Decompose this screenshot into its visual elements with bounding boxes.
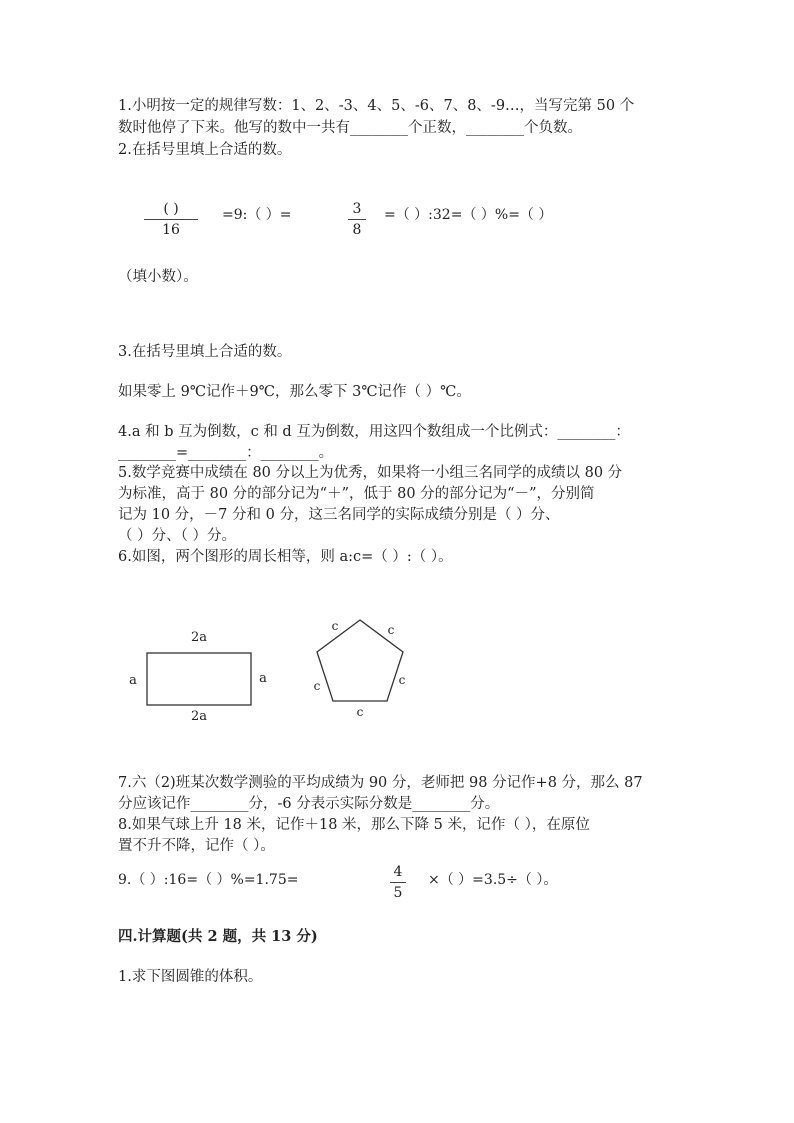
q9-fraction-bar [390, 882, 406, 883]
q7-line1: 7.六（2)班某次数学测验的平均成绩为 90 分，老师把 98 分记作+8 分，那么 87 [118, 775, 643, 791]
q5-line4: （ ）分、（ ）分。 [118, 528, 236, 544]
rectangle-shape [147, 653, 251, 705]
q9-fraction-numerator: 4 [393, 864, 403, 880]
q3-text: 如果零上 9℃记作＋9℃，那么零下 3℃记作（ ）℃。 [118, 384, 471, 400]
q4-line2: ________=________：________。 [118, 445, 334, 461]
q2-expression-part1: =9:（ ）= [222, 207, 292, 223]
q3-title: 3.在括号里填上合适的数。 [118, 344, 292, 360]
rect-label-right: a [259, 671, 267, 686]
section-4-title: 四.计算题(共 2 题，共 13 分) [118, 928, 318, 945]
q8-line1: 8.如果气球上升 18 米，记作＋18 米，那么下降 5 米，记作（ ），在原位 [118, 817, 590, 833]
q2-fraction-1-bar [144, 219, 198, 220]
pent-label-left: c [313, 679, 321, 693]
q2-fraction-2-denominator: 8 [352, 222, 362, 238]
pent-label-top-left: c [331, 619, 339, 633]
rect-label-left: a [129, 673, 137, 688]
q2-fraction-2 [348, 200, 366, 239]
q8-line2: 置不升不降，记作（ ）。 [118, 838, 275, 854]
q2-fraction-1 [144, 200, 198, 239]
q1-line2: 数时他停了下来。他写的数中一共有________个正数，________个负数。 [118, 120, 582, 136]
q1-line1: 1.小明按一定的规律写数：1、2、-3、4、5、-6、7、8、-9…，当写完第 50 个 [118, 98, 635, 114]
q4-line1: 4.a 和 b 互为倒数，c 和 d 互为倒数，用这四个数组成一个比例式：________： [118, 424, 630, 440]
q2-fraction-1-numerator: ( ) [163, 201, 179, 217]
q2-note: （填小数）。 [118, 269, 198, 285]
q5-line1: 5.数学竞赛中成绩在 80 分以上为优秀，如果将一小组三名同学的成绩以 80 分 [118, 465, 623, 481]
q5-line3: 记为 10 分，－7 分和 0 分，这三名同学的实际成绩分别是（ ）分、 [118, 507, 560, 523]
q9-fraction-denominator: 5 [393, 885, 403, 901]
q2-title: 2.在括号里填上合适的数。 [118, 142, 292, 158]
section-4-question-1: 1.求下图圆锥的体积。 [118, 969, 263, 985]
q2-fraction-2-bar [348, 219, 366, 220]
q5-line2: 为标准，高于 80 分的部分记为“＋”，低于 80 分的部分记为“－”，分别简 [118, 486, 595, 502]
rect-label-bottom: 2a [190, 709, 208, 724]
pent-label-top-right: c [387, 623, 395, 637]
rect-label-top: 2a [190, 630, 208, 645]
pent-label-right: c [398, 673, 406, 687]
q9-expression-part1: 9.（ ）:16=（ ）%=1.75= [118, 872, 299, 888]
q6-figures [120, 610, 440, 730]
q6-text: 6.如图，两个图形的周长相等，则 a:c=（ ）:（ ）。 [118, 549, 453, 565]
q9-fraction [390, 863, 406, 902]
q9-expression-part2: ×（ ）=3.5÷（ ）。 [428, 872, 558, 888]
q7-line2: 分应该记作________分，-6 分表示实际分数是________分。 [118, 796, 500, 812]
q2-fraction-2-numerator: 3 [352, 201, 362, 217]
pent-label-bottom: c [356, 705, 364, 719]
q2-fraction-1-denominator: 16 [162, 222, 180, 238]
q2-expression-part2: =（ ）:32=（ ）%=（ ） [384, 207, 553, 223]
